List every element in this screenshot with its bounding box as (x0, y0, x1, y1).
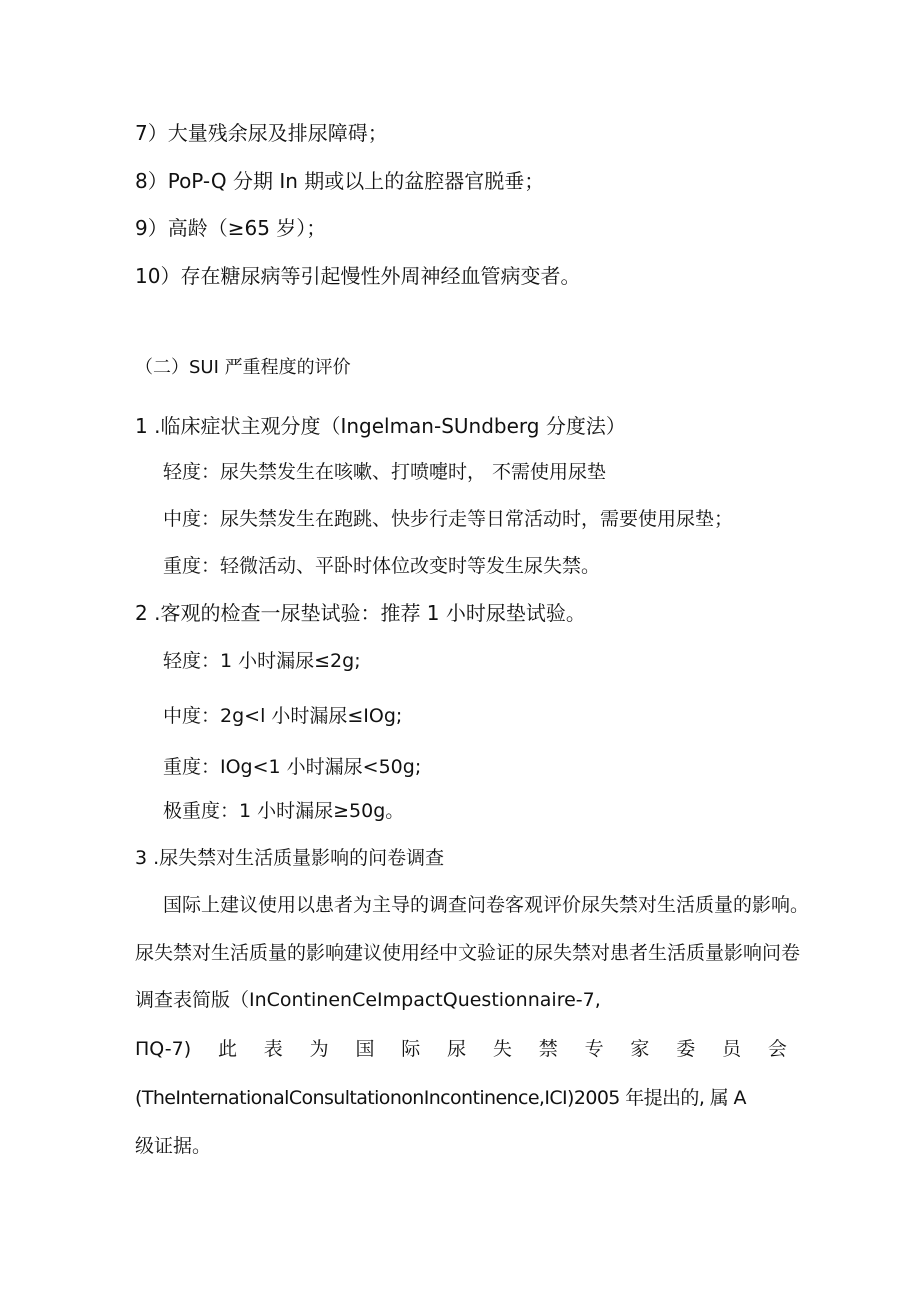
item3-paragraph-line3: 调查表简版（InContinenCeImpactQuestionnaire-7, (135, 989, 601, 1011)
justified-word: 尿 (447, 1038, 467, 1060)
item1-line-mild: 轻度：尿失禁发生在咳嗽、打喷嚏时， 不需使用尿垫 (163, 461, 607, 483)
item3-heading: 3 .尿失禁对生活质量影响的问卷调查 (135, 847, 445, 869)
justified-word: 失 (492, 1038, 512, 1060)
list-item-9: 9）高龄（≥65 岁）； (135, 216, 327, 240)
section-title: （二）SUI 严重程度的评价 (135, 357, 351, 378)
item3-paragraph-line4 (135, 1037, 787, 1061)
item1-heading: 1 .临床症状主观分度（Ingelman-SUndberg 分度法） (135, 414, 626, 438)
justified-word: 专 (584, 1038, 604, 1060)
item3-paragraph-line2: 尿失禁对生活质量的影响建议使用经中文验证的尿失禁对患者生活质量影响问卷 (135, 942, 801, 964)
justified-word: 表 (263, 1038, 283, 1060)
justified-word: 国 (355, 1038, 375, 1060)
justified-word: 际 (401, 1038, 421, 1060)
item2-line-severe: 重度：IOg<1 小时漏尿<50g; (163, 756, 422, 778)
justified-word: 此 (217, 1038, 237, 1060)
justified-word: ΠQ-7) (135, 1038, 192, 1060)
list-item-8: 8）PoP-Q 分期 In 期或以上的盆腔器官脱垂； (135, 169, 545, 193)
justified-word: 为 (309, 1038, 329, 1060)
justified-word: 员 (722, 1038, 742, 1060)
justified-word: 家 (630, 1038, 650, 1060)
item2-line-moderate: 中度：2g<l 小时漏尿≤IOg; (163, 705, 403, 727)
item3-paragraph-line5: (TheInternationalConsultationonIncontinence,ICI)2005 年提出的, 属 A (135, 1087, 746, 1109)
item1-line-moderate: 中度：尿失禁发生在跑跳、快步行走等日常活动时，需要使用尿垫； (163, 508, 734, 530)
item2-line-mild: 轻度：1 小时漏尿≤2g; (163, 650, 361, 672)
item2-heading: 2 .客观的检查一尿垫试验：推荐 1 小时尿垫试验。 (135, 601, 586, 625)
item3-paragraph-line6: 级证据。 (135, 1135, 212, 1157)
item1-line-severe: 重度：轻微活动、平卧时体位改变时等发生尿失禁。 (163, 555, 601, 577)
list-item-10: 10）存在糖尿病等引起慢性外周神经血管病变者。 (135, 264, 581, 288)
item3-paragraph-line1: 国际上建议使用以患者为主导的调查问卷客观评价尿失禁对生活质量的影响。 (163, 894, 810, 916)
list-item-7: 7）大量残余尿及排尿障碍； (135, 121, 388, 145)
justified-word: 会 (767, 1038, 787, 1060)
justified-word: 禁 (538, 1038, 558, 1060)
item2-line-very-severe: 极重度：1 小时漏尿≥50g。 (163, 800, 405, 822)
justified-word: 委 (676, 1038, 696, 1060)
